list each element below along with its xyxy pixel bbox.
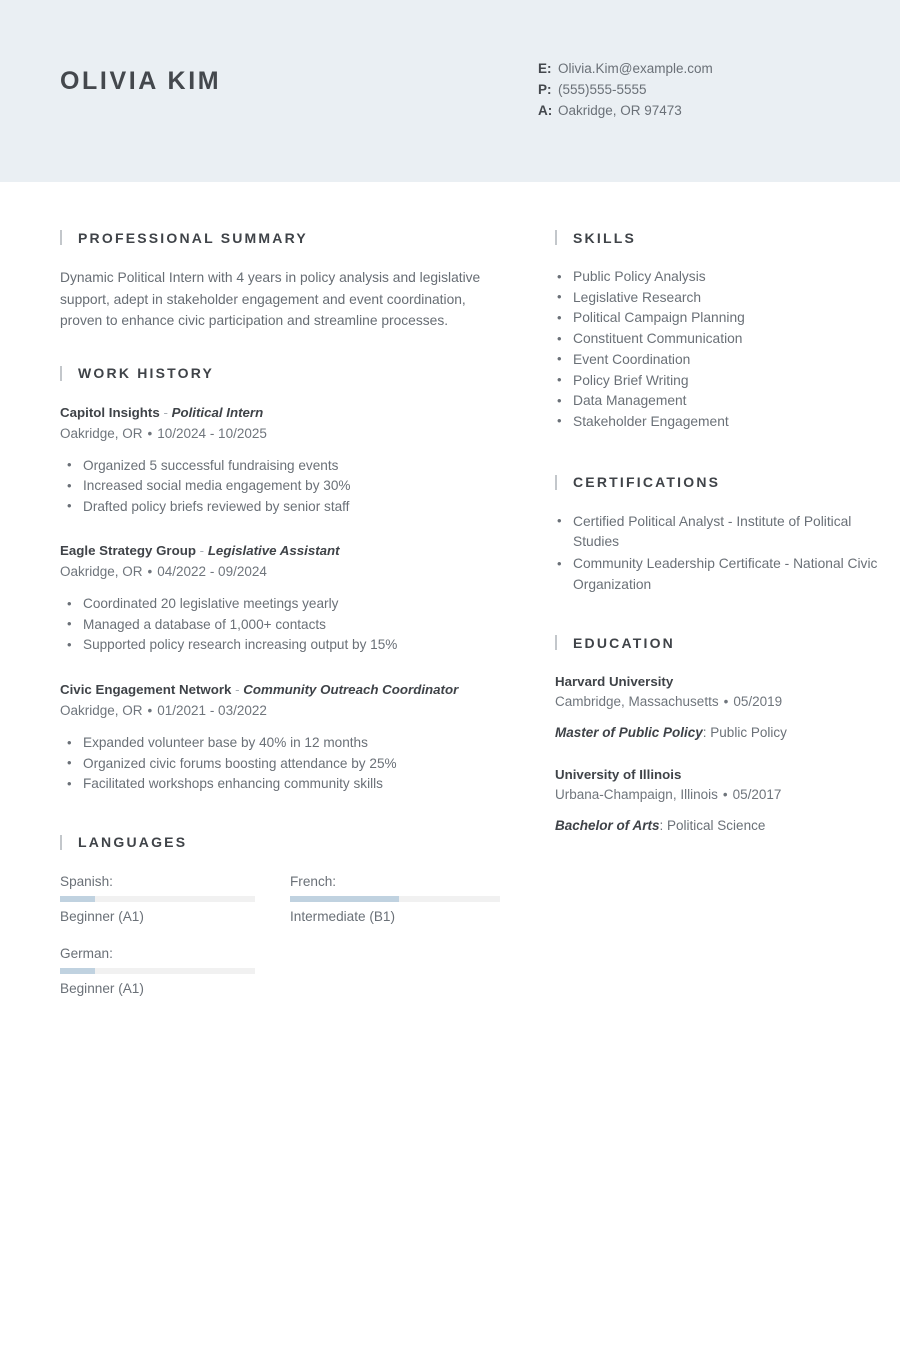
contact-label-phone: P: [538,82,552,97]
section-title-certifications: CERTIFICATIONS [573,474,721,491]
job-meta [60,562,505,582]
job-role: Community Outreach Coordinator [243,682,459,698]
education-degree: Master of Public Policy [555,725,703,741]
job-title-line [60,680,505,700]
accent-bar-icon [60,835,62,850]
education-meta-separator: • [722,787,728,803]
job-title-line [60,541,505,561]
section-title-summary: PROFESSIONAL SUMMARY [78,229,308,246]
job-meta [60,701,505,721]
right-column [555,182,880,1050]
education-field: : Political Science [659,818,766,834]
section-header-work-history [60,366,505,381]
section-professional-summary [60,230,505,332]
section-title-work-history: WORK HISTORY [78,365,215,381]
column-gap [505,182,555,1050]
job-bullet: • Coordinated 20 legislative meetings yearly [60,594,505,615]
accent-bar-icon [60,230,62,245]
accent-bar-icon [555,635,557,650]
contact-value-email[interactable]: Olivia.Kim@example.com [558,61,713,76]
language-level: Beginner (A1) [60,908,144,924]
language-proficiency-fill [290,896,399,902]
job-separator-dash: - [199,543,205,559]
skill-item: • Legislative Research [555,288,880,309]
skill-item: • Constituent Communication [555,329,880,350]
job-company: Civic Engagement Network [60,682,232,698]
education-field: : Public Policy [702,725,787,741]
job-bullet: • Supported policy research increasing output by 15% [60,635,505,656]
resume-body [0,182,900,1050]
job-title-line [60,403,505,423]
section-header-languages [60,835,505,850]
language-level: Beginner (A1) [60,980,144,996]
section-header-skills [555,230,880,245]
skill-item: • Political Campaign Planning [555,308,880,329]
accent-bar-icon [60,366,62,381]
language-name: Spanish: [60,873,113,889]
section-header-education [555,635,880,650]
education-date: 05/2017 [732,787,782,803]
job-meta [60,424,505,444]
resume-header [0,0,900,182]
certifications-list [555,512,880,596]
language-proficiency-track [60,968,255,974]
language-item [60,944,255,999]
job-bullet: • Organized civic forums boosting attendance by 25% [60,754,505,775]
language-proficiency-fill [60,896,95,902]
section-title-skills: SKILLS [573,229,636,246]
contact-row-phone [538,79,840,100]
job-bullet: • Managed a database of 1,000+ contacts [60,615,505,636]
skill-item: • Event Coordination [555,350,880,371]
skills-list [555,267,880,433]
name-block [60,58,530,121]
section-title-languages: LANGUAGES [78,834,188,851]
job-meta-separator: • [147,703,153,719]
section-title-education: EDUCATION [573,634,675,651]
job-separator-dash: - [235,682,240,698]
section-header-certifications [555,475,880,490]
contact-label-email: E: [538,61,552,76]
education-entry [555,765,880,836]
section-header-summary [60,230,505,245]
job-location: Oakridge, OR [60,703,143,719]
skill-item: • Public Policy Analysis [555,267,880,288]
section-skills [555,230,880,433]
job-bullet: • Facilitated workshops enhancing community skills [60,774,505,795]
education-meta [555,785,880,805]
language-proficiency-fill [60,968,95,974]
job-bullet-list [60,594,505,656]
job-dates: 01/2021 - 03/2022 [157,703,267,719]
job-role: Legislative Assistant [207,543,340,559]
job-bullet: • Increased social media engagement by 30% [60,476,505,497]
language-item [60,872,255,927]
job-bullet-list [60,733,505,795]
contact-row-address [538,100,840,121]
skill-item: • Policy Brief Writing [555,371,880,392]
accent-bar-icon [555,230,557,245]
education-degree: Bachelor of Arts [555,818,660,834]
contact-value-phone[interactable]: (555)555-5555 [558,82,647,97]
contact-row-email [538,58,840,79]
contact-label-address: A: [538,103,553,118]
job-dates: 10/2024 - 10/2025 [157,425,267,441]
job-separator-dash: - [163,404,168,420]
job-meta-separator: • [147,564,153,580]
job-role: Political Intern [171,404,264,420]
job-dates: 04/2022 - 09/2024 [157,564,267,580]
work-history-entry [60,680,505,795]
job-bullet: • Organized 5 successful fundraising events [60,456,505,477]
education-degree-line [555,816,880,836]
section-work-history [60,366,505,795]
contact-block [530,58,840,121]
language-name: French: [290,873,337,889]
languages-grid [60,872,505,1016]
language-proficiency-track [290,896,500,902]
skill-item: • Stakeholder Engagement [555,412,880,433]
accent-bar-icon [555,475,557,490]
education-school: Harvard University [555,674,674,690]
work-history-entry [60,541,505,656]
job-company: Eagle Strategy Group [60,543,196,559]
language-name: German: [60,945,113,961]
language-level: Intermediate (B1) [290,908,396,924]
job-meta-separator: • [147,425,153,441]
contact-value-address: Oakridge, OR 97473 [558,103,682,118]
job-bullet: • Expanded volunteer base by 40% in 12 months [60,733,505,754]
section-education [555,635,880,836]
education-location: Cambridge, Massachusetts [555,694,719,710]
certification-item: • Certified Political Analyst - Institute of Political Studies [555,512,880,553]
skill-item: • Data Management [555,391,880,412]
education-entry [555,672,880,743]
education-school: University of Illinois [555,767,682,783]
section-certifications [555,475,880,596]
education-meta-separator: • [723,694,729,710]
education-meta [555,692,880,712]
candidate-name: OLIVIA KIM [60,67,222,95]
education-location: Urbana-Champaign, Illinois [555,787,718,803]
education-degree-line [555,723,880,743]
section-languages [60,835,505,1016]
language-item [290,872,500,927]
work-history-entry [60,403,505,518]
language-proficiency-track [60,896,255,902]
summary-text: Dynamic Political Intern with 4 years in policy analysis and legislative support, adept in stakeholder engagement and event coordination, proven to enhance civic participation and streamline processes. [60,270,481,328]
job-location: Oakridge, OR [60,564,143,580]
certification-item: • Community Leadership Certificate - National Civic Organization [555,554,880,595]
job-bullet: • Drafted policy briefs reviewed by senior staff [60,497,505,518]
education-date: 05/2019 [733,694,783,710]
job-company: Capitol Insights [60,404,160,420]
job-location: Oakridge, OR [60,425,143,441]
job-bullet-list [60,456,505,518]
left-column [60,182,505,1050]
